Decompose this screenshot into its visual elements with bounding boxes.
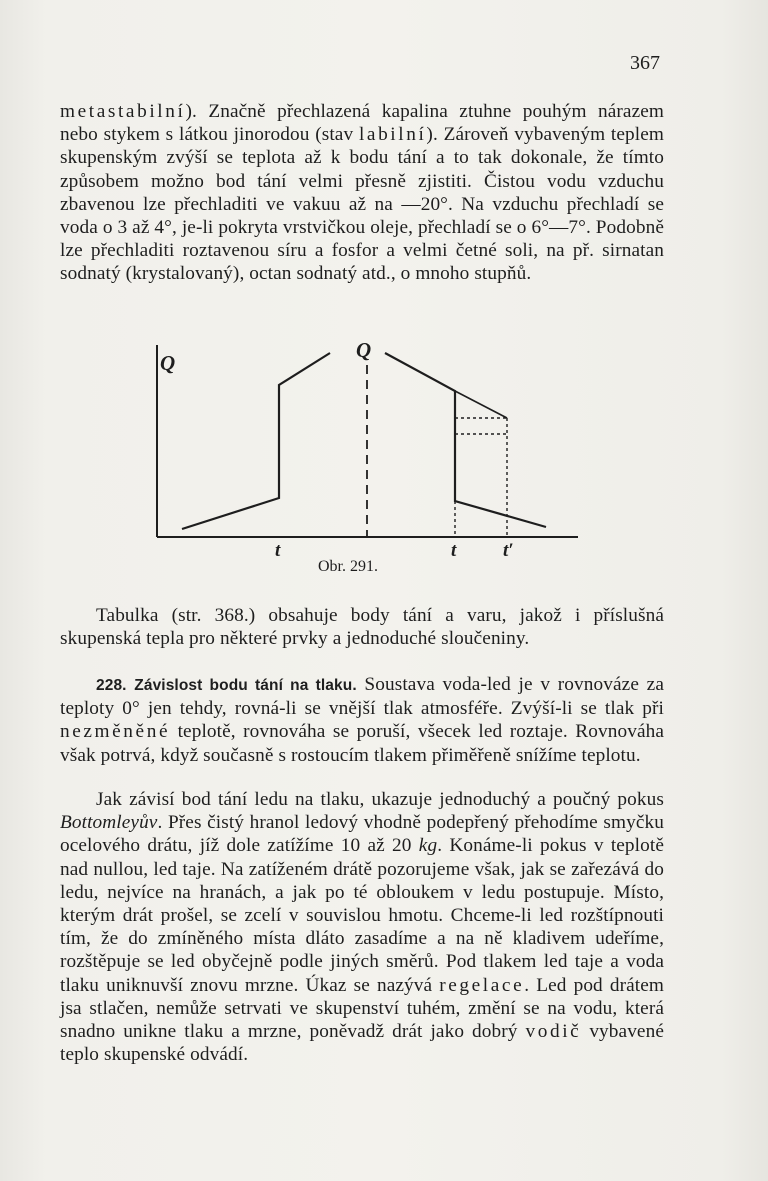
label-t-second: t (451, 540, 457, 561)
section-228 (60, 673, 664, 767)
term-labile: labilní (358, 124, 427, 146)
figure-caption: Obr. 291. (318, 558, 378, 575)
page-number: 367 (630, 52, 660, 74)
figure-291 (150, 325, 590, 575)
label-q-middle: Q (356, 338, 372, 362)
section-number: 228. (96, 677, 127, 694)
curve-left (182, 353, 330, 529)
paragraph-bottomley (60, 788, 664, 1066)
paragraph-table-reference: Tabulka (str. 368.) obsahuje body tání a varu, jakož i příslušná skupenská tepla pro některé prvky a jednoduché sloučeniny. (60, 605, 664, 650)
curve-right (385, 353, 546, 527)
section-228-text-2: teplotě, rovnováha se poruší, všecek led roztaje. Rovnováha však potrvá, když současně s rostoucím tlakem přiměřeně snížíme teplotu. (60, 721, 664, 766)
paragraph-bottomley-text-4: . Led pod drátem jsa stlačen, nemůže setrvati ve skupenství tuhém, změní se na vodu, která snadno unikne tlaku a mrzne, poněvadž drát jako dobrý (60, 974, 664, 1043)
label-q-left: Q (160, 351, 176, 375)
section-heading: Závislost bodu tání na tlaku. (134, 677, 357, 694)
term-conductor: vodič (525, 1021, 582, 1043)
name-bottomley: Bottomleyův (60, 812, 158, 834)
term-unchanged: nezměněné (60, 721, 171, 743)
unit-kg: kg (418, 835, 438, 857)
paragraph-metastable-text-1: ). Značně přechlazená kapalina ztuhne pouhým nárazem nebo stykem s látkou jinorodou (stav (60, 101, 664, 146)
paragraph-bottomley-text-3: . Konáme-li pokus v teplotě nad nullou, led taje. Na zatíženém drátě pozorujeme však, jak se zařezává do ledu, nejvíce na hranách, a jak po té obloukem v ledu postupuje. Místo, kterým drát prošel, se zcelí v souvislou hmotu. Chceme-li led rozštípnouti tím, že do zmíněného místa dláto zasadíme a na ně kladivem udeříme, rozštěpuje se led obyčejně podle jiných směrů. Pod tlakem led taje a voda tlaku uniknuvší znovu mrzne. Úkaz se nazývá (60, 835, 664, 996)
term-metastable: metastabilní (60, 101, 186, 122)
figure-291-diagram (150, 325, 590, 575)
label-t-prime: t′ (503, 540, 514, 561)
paragraph-metastable (60, 100, 664, 286)
paragraph-metastable-text-2: ). Zároveň vybaveným teplem skupenským zvýší se teplota až k bodu tání a to tak dokonale, že tímto způsobem možno bod tání velmi přesně zjistiti. Čistou vodu vzduchu zbavenou lze přechladiti ve vakuu až na —20°. Na vzduchu přechladí se voda o 3 až 4°, je-li pokryta vrstvičkou oleje, přechladí se o 6°—7°. Podobně lze přechladiti roztavenou síru a fosfor a velmi četné soli, na př. sirnatan sodnatý (krystalovaný), octan sodnatý atd., o mnoho stupňů. (60, 124, 664, 285)
paragraph-bottomley-text-2: . Přes čistý hranol ledový vhodně podepřený přehodíme smyčku ocelového drátu, jíž dole zatížíme 10 až 20 (60, 812, 664, 857)
curve-right-extension (455, 391, 507, 418)
section-228-text-1: Soustava voda-led je v rovnováze za teploty 0° jen tehdy, rovná-li se vnější tlak atmosféře. Zvýší-li se tlak při (60, 674, 664, 720)
paragraph-bottomley-text-1: Jak závisí bod tání ledu na tlaku, ukazuje jednoduchý a poučný pokus (96, 789, 664, 810)
term-regelation: regelace (439, 974, 525, 996)
label-t-first: t (275, 540, 281, 561)
paragraph-bottomley-text-5: vybavené teplo skupenské odvádí. (60, 1021, 664, 1066)
